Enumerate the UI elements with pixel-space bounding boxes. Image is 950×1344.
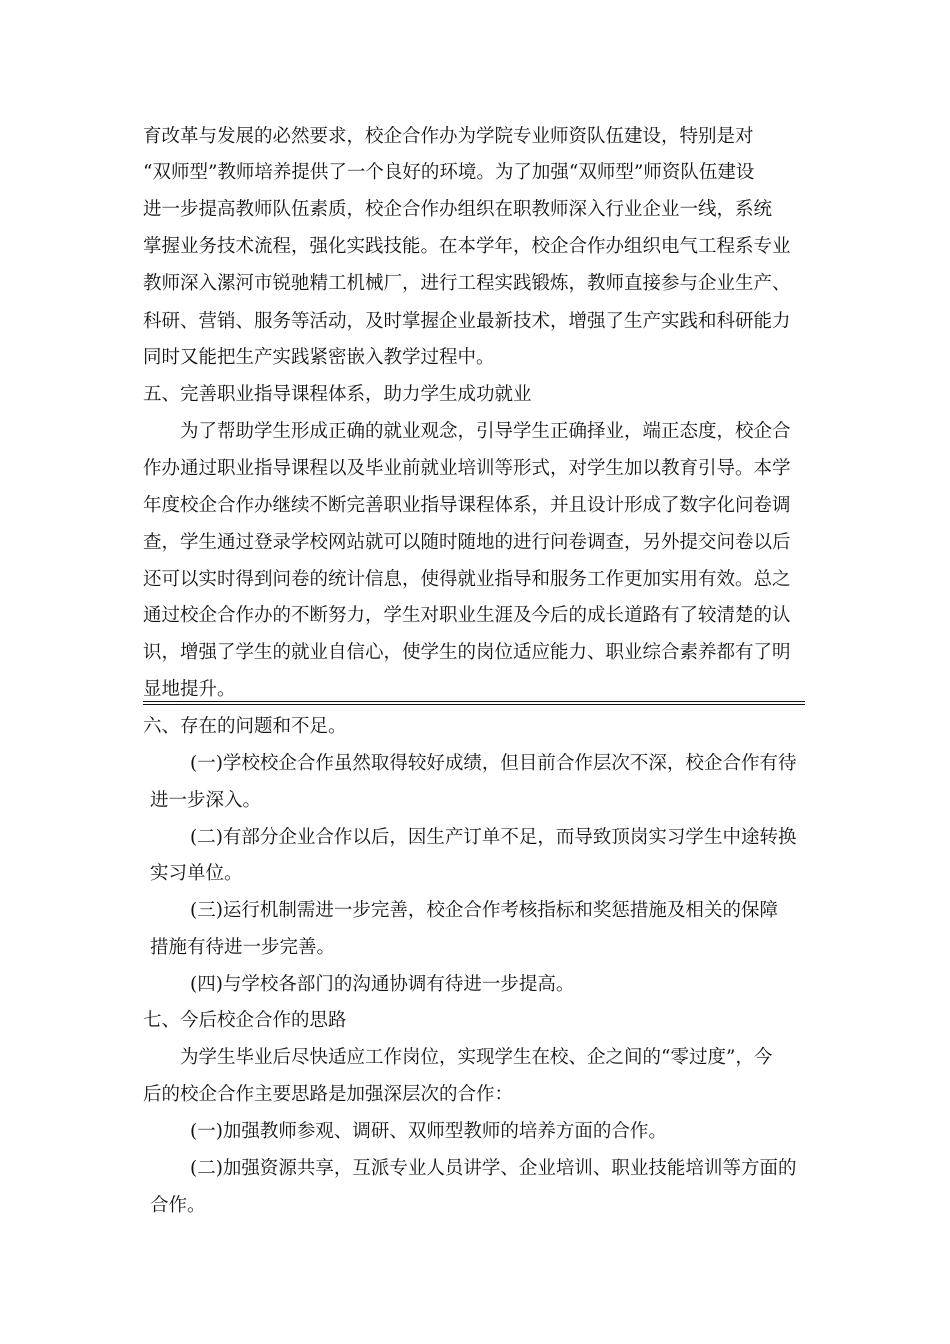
paragraph-line: 掌握业务技术流程，强化实践技能。在本学年，校企合作办组织电气工程系专业: [143, 236, 791, 257]
list-item-continuation: 实习单位。: [150, 863, 243, 884]
section-heading: 七、今后校企合作的思路: [143, 1010, 347, 1031]
paragraph-line: 还可以实时得到问卷的统计信息，使得就业指导和服务工作更加实用有效。总之: [143, 569, 791, 590]
paragraph-line: 同时又能把生产实践紧密嵌入教学过程中。: [143, 347, 495, 368]
paragraph-line: 查，学生通过登录学校网站就可以随时随地的进行问卷调查，另外提交问卷以后: [143, 532, 791, 553]
section-heading: 五、完善职业指导课程体系，助力学生成功就业: [143, 384, 532, 405]
divider-rule: [143, 701, 805, 702]
paragraph-line: “双师型”教师培养提供了一个良好的环境。为了加强“双师型”师资队伍建设: [143, 162, 755, 183]
paragraph-line: 通过校企合作办的不断努力，学生对职业生涯及今后的成长道路有了较清楚的认: [143, 605, 791, 626]
paragraph-line: 显地提升。: [143, 679, 236, 700]
section-heading: 六、存在的问题和不足。: [143, 716, 347, 737]
paragraph-line: 识，增强了学生的就业自信心，使学生的岗位适应能力、职业综合素养都有了明: [143, 642, 791, 663]
list-item-continuation: 措施有待进一步完善。: [150, 937, 336, 958]
paragraph-line: 科研、营销、服务等活动，及时掌握企业最新技术，增强了生产实践和科研能力: [143, 311, 791, 332]
list-item-continuation: 合作。: [150, 1195, 206, 1216]
paragraph-line: 为学生毕业后尽快适应工作岗位，实现学生在校、企之间的“零过度”，今: [180, 1047, 773, 1068]
divider-rule: [143, 704, 805, 705]
paragraph-line: 后的校企合作主要思路是加强深层次的合作：: [143, 1084, 514, 1105]
list-item: (四)与学校各部门的沟通协调有待进一步提高。: [190, 974, 575, 995]
list-item-continuation: 进一步深入。: [150, 790, 262, 811]
paragraph-line: 进一步提高教师队伍素质，校企合作办组织在职教师深入行业企业一线，系统: [143, 199, 773, 220]
list-item: (二)加强资源共享，互派专业人员讲学、企业培训、职业技能培训等方面的: [190, 1158, 797, 1179]
paragraph-line: 为了帮助学生形成正确的就业观念，引导学生正确择业，端正态度，校企合: [180, 421, 791, 442]
list-item: (二)有部分企业合作以后，因生产订单不足，而导致顶岗实习学生中途转换: [190, 827, 797, 848]
paragraph-line: 教师深入漯河市锐驰精工机械厂，进行工程实践锻炼，教师直接参与企业生产、: [143, 273, 791, 294]
list-item: (三)运行机制需进一步完善，校企合作考核指标和奖惩措施及相关的保障: [190, 900, 778, 921]
paragraph-line: 年度校企合作办继续不断完善职业指导课程体系，并且设计形成了数字化问卷调: [143, 495, 791, 516]
list-item: (一)学校校企合作虽然取得较好成绩，但目前合作层次不深，校企合作有待: [190, 753, 797, 774]
paragraph-line: 育改革与发展的必然要求，校企合作办为学院专业师资队伍建设，特别是对: [143, 126, 754, 147]
paragraph-line: 作办通过职业指导课程以及毕业前就业培训等形式，对学生加以教育引导。本学: [143, 458, 791, 479]
list-item: (一)加强教师参观、调研、双师型教师的培养方面的合作。: [190, 1121, 667, 1142]
